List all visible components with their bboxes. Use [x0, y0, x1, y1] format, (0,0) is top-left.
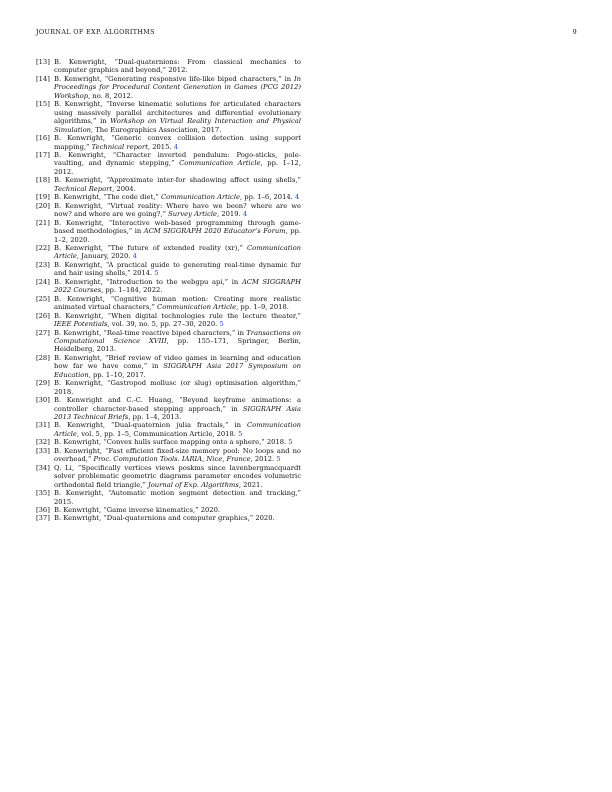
reference-text: B. Kenwright, “Approximate inter-for shadowing affect using shells,” [54, 176, 301, 185]
reference-entry [36, 489, 301, 506]
reference-entry [36, 421, 301, 438]
reference-text: B. Kenwright, “Real-time reactive biped characters,” in [54, 328, 247, 337]
reference-text: , pp. 1–6, 2014. [240, 193, 293, 202]
reference-number: [23] [36, 260, 50, 269]
reference-entry [36, 514, 301, 522]
reference-text: , pp. 1–9, 2018. [236, 303, 289, 312]
reference-number: [16] [36, 134, 50, 143]
reference-venue: Communication Article [54, 421, 301, 438]
reference-entry [36, 447, 301, 464]
reference-entry [36, 134, 301, 151]
reference-entry [36, 202, 301, 219]
reference-entry [36, 312, 301, 329]
reference-text: , The Eurographics Association, 2017. [91, 125, 222, 134]
reference-number: [13] [36, 58, 50, 66]
reference-text: B. Kenwright, “Gastropod mollusc (or slug) optimisation algorithm,” 2018. [54, 379, 301, 396]
reference-text: B. Kenwright, “Virtual reality: Where have we been? where are we now? and where are we going?,” [54, 201, 301, 219]
reference-entry [36, 100, 301, 134]
reference-venue: ACM SIGGRAPH 2022 Courses [54, 277, 301, 295]
reference-text: B. Kenwright, “Dual-quaternion julia fractals,” in [54, 421, 248, 430]
reference-number: [31] [36, 421, 50, 430]
page-number: 9 [572, 28, 577, 36]
reference-text: B. Kenwright, “The future of extended reality (xr),” [54, 243, 248, 252]
reference-venue: Transactions on Computational Science XVIII [54, 328, 301, 345]
reference-text: , 2004. [112, 184, 136, 193]
journal-name: JOURNAL OF EXP. ALGORITHMS [36, 28, 155, 36]
reference-venue: Technical Report [54, 184, 113, 193]
reference-entry [36, 261, 301, 278]
reference-venue: Proc. Computation Tools. IARIA, Nice, France [93, 455, 251, 464]
reference-entry [36, 354, 301, 379]
reference-number: [24] [36, 277, 50, 286]
reference-text: B. Kenwright, “Automatic motion segment detection and tracking,” 2015. [54, 489, 301, 506]
reference-text: B. Kenwright, “Generic convex collision detection using support mapping,” [54, 134, 301, 151]
backref-link[interactable]: 5 [276, 455, 281, 464]
backref-link[interactable]: 5 [238, 429, 243, 438]
reference-number: [35] [36, 489, 50, 498]
reference-text: , pp. 1–12, 2012. [54, 159, 301, 176]
reference-number: [36] [36, 506, 50, 515]
reference-number: [15] [36, 100, 50, 109]
reference-text: , 2015. [147, 142, 172, 151]
reference-text: , pp. 1–4, 2013. [128, 413, 182, 422]
reference-text: B. Kenwright, “Brief review of video games in learning and education how far we have come,” in [54, 353, 301, 371]
reference-text: Q. Li, “Specifically vertices views poskms since lavenbergmacquardt solver problematic geometric diagrams parameter encodes volumetric orthodontal field triangle,” [54, 463, 301, 489]
reference-venue: Communication Article [157, 303, 237, 312]
reference-list [36, 58, 301, 523]
reference-text: B. Kenwright, “Dual-quaternions: From classical mechanics to computer graphics and beyond,” 2012. [54, 58, 301, 75]
reference-number: [19] [36, 193, 50, 202]
reference-entry [36, 278, 301, 295]
backref-link[interactable]: 5 [154, 269, 159, 278]
reference-text: , no. 8, 2012. [88, 91, 133, 100]
reference-number: [18] [36, 176, 50, 185]
reference-number: [20] [36, 201, 50, 210]
reference-text: , January, 2020. [76, 252, 131, 261]
reference-number: [33] [36, 446, 50, 455]
reference-text: B. Kenwright, “Convex hulls surface mapping onto a sphere,” 2018. [54, 438, 287, 447]
reference-text: B. Kenwright, “A practical guide to generating real-time dynamic fur and hair using shells,” 2014. [54, 260, 301, 278]
backref-link[interactable]: 4 [294, 193, 300, 202]
reference-number: [17] [36, 150, 50, 159]
reference-venue: In Proceedings for Procedural Content Generation in Games (PCG 2012) Workshop [54, 74, 301, 100]
backref-link[interactable]: 4 [242, 210, 248, 219]
reference-text: B. Kenwright, “When digital technologies rule the lecture theater,” [54, 311, 301, 320]
reference-venue: Journal of Exp. Algorithms [148, 480, 239, 489]
reference-number: [26] [36, 311, 50, 320]
reference-text: B. Kenwright, “Fast efficient fixed-size memory pool: No loops and no overhead,” [54, 446, 301, 464]
reference-number: [32] [36, 438, 50, 447]
reference-entry [36, 244, 301, 261]
reference-text: B. Kenwright, “Game inverse kinematics,” 2020. [54, 506, 221, 515]
backref-link[interactable]: 5 [219, 320, 224, 329]
reference-text: , pp. 1–184, 2022. [101, 286, 163, 295]
reference-entry [36, 329, 301, 354]
reference-number: [29] [36, 379, 50, 388]
reference-entry [36, 193, 301, 201]
reference-venue: Survey Article [168, 210, 218, 219]
reference-text: , 2019. [217, 210, 241, 219]
reference-venue: ACM SIGGRAPH 2020 Educator’s Forum [143, 227, 286, 236]
reference-text: B. Kenwright, “Interactive web-based programming through game-based methodologies,” in [54, 218, 301, 236]
reference-text: , 2021. [238, 480, 263, 489]
reference-text: , 2012. [250, 455, 275, 464]
reference-number: [34] [36, 463, 50, 472]
reference-number: [14] [36, 74, 50, 83]
reference-entry [36, 506, 301, 514]
reference-text: B. Kenwright, “Dual-quaternions and computer graphics,” 2020. [54, 514, 275, 523]
reference-venue: IEEE Potentials [54, 320, 108, 329]
reference-venue: Communication Article [54, 243, 301, 261]
reference-entry [36, 176, 301, 193]
reference-entry [36, 75, 301, 100]
reference-number: [21] [36, 218, 50, 227]
reference-venue: Communication Article [160, 193, 240, 202]
reference-text: , vol. 5, pp. 1–5, Communication Article, 2018. [76, 429, 236, 438]
reference-text: B. Kenwright and C.-C. Huang, “Beyond keyframe animations: a controller character-based stepping approach,” in [54, 396, 301, 413]
reference-entry [36, 219, 301, 244]
backref-link[interactable]: 4 [132, 252, 137, 261]
reference-entry [36, 438, 301, 446]
reference-text: B. Kenwright, “Cognitive human motion: Creating more realistic animated virtual characters,” [54, 294, 301, 312]
reference-number: [30] [36, 396, 50, 405]
reference-text: , pp. 1–2, 2020. [54, 227, 301, 244]
reference-venue: Technical report [91, 142, 148, 151]
reference-text: , pp. 1–10, 2017. [88, 370, 146, 379]
reference-entry [36, 295, 301, 312]
reference-venue: Communication Article [179, 159, 261, 168]
reference-entry [36, 58, 301, 75]
reference-venue: SIGGRAPH Asia 2013 Technical Briefs [54, 404, 301, 422]
reference-entry [36, 464, 301, 489]
reference-number: [27] [36, 328, 50, 337]
reference-text: , pp. 155–171, Springer, Berlin, Heidelberg, 2013. [54, 336, 301, 354]
reference-entry [36, 151, 301, 176]
reference-number: [25] [36, 294, 50, 303]
backref-link[interactable]: 4 [173, 142, 178, 151]
reference-venue: Workshop on Virtual Reality Interaction and Physical Simulation [54, 117, 301, 134]
reference-number: [28] [36, 353, 50, 362]
reference-entry [36, 379, 301, 396]
reference-number: [22] [36, 243, 50, 252]
reference-entry [36, 396, 301, 421]
reference-text: B. Kenwright, “Character inverted pendulum: Pogo-sticks, pole-vaulting, and dynamic stepping,” [54, 150, 301, 168]
backref-link[interactable]: 5 [288, 438, 293, 447]
reference-text: B. Kenwright, “Introduction to the webgpu api,” in [54, 277, 242, 286]
reference-text: B. Kenwright, “Inverse kinematic solutions for articulated characters using massively parallel architectures and differential evolutionary algorithms,” in [54, 100, 301, 126]
reference-text: B. Kenwright, “The code diet,” [54, 193, 161, 202]
reference-venue: SIGGRAPH Asia 2017 Symposium on Education [54, 362, 301, 379]
reference-number: [37] [36, 514, 50, 523]
reference-text: , vol. 39, no. 5, pp. 27–30, 2020. [107, 320, 218, 329]
reference-text: B. Kenwright, “Generating responsive life-like biped characters,” in [54, 74, 294, 83]
running-header [36, 28, 577, 36]
